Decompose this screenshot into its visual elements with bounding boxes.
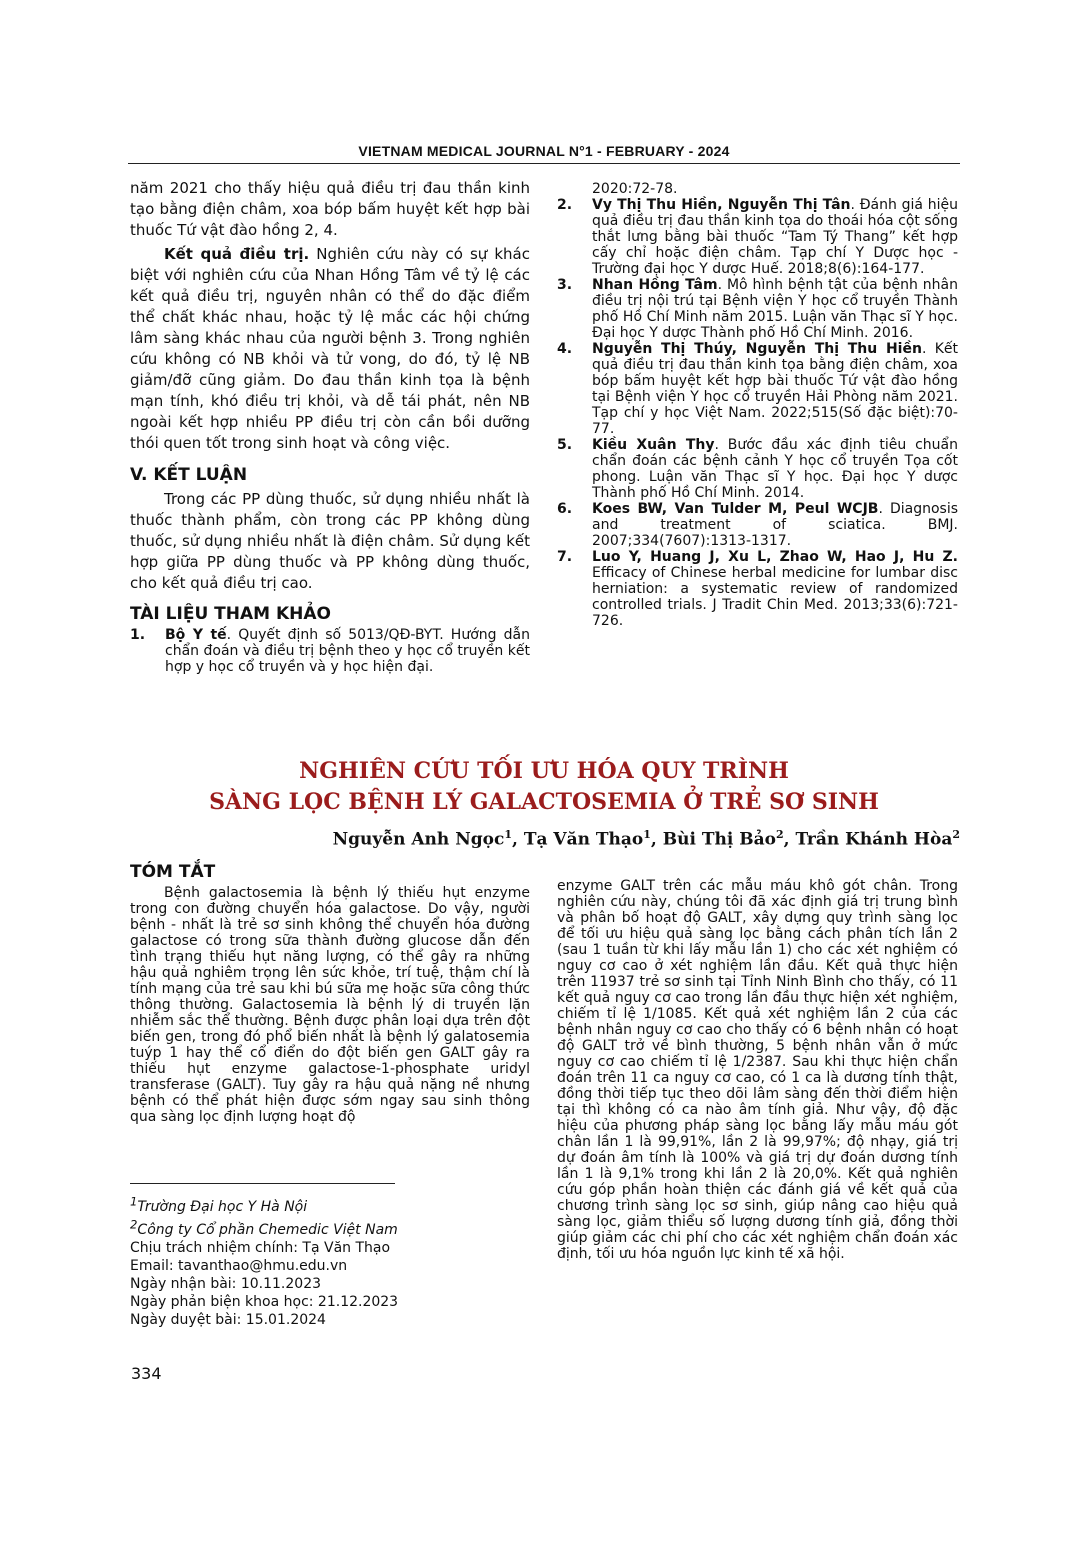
affiliation-1	[130, 1192, 530, 1216]
article-title-line-2: SÀNG LỌC BỆNH LÝ GALACTOSEMIA Ở TRẺ SƠ SINH	[209, 789, 879, 815]
author-name: Nguyễn Anh Ngọc	[332, 829, 505, 850]
author-separator: ,	[511, 829, 524, 850]
reference-text: . Kết quả điều trị đau thần kinh tọa bằng điện châm, xoa bóp bấm huyệt kết hợp bài thuốc Tứ vật đào hồng tại Bệnh viện Y học cổ truyền Hải Phòng năm 2021. Tạp chí y học Việt Nam. 2022;515(Số đặc biệt):70-77.	[592, 341, 959, 437]
author-name: Trần Khánh Hòa	[795, 829, 953, 850]
reference-number: 6.	[557, 501, 573, 517]
reference-item	[557, 549, 958, 629]
reference-continuation: 2020:72-78.	[592, 181, 678, 197]
paragraph-lead: Kết quả điều trị.	[164, 245, 310, 263]
affiliation-2	[130, 1216, 530, 1240]
reference-item	[557, 437, 958, 501]
reference-text: . Mô hình bệnh tật của bệnh nhân điều trị nội trú tại Bệnh viện Y học cổ truyền Thành phố Hồ Chí Minh năm 2015. Luận văn Thạc sĩ Y học. Đại học Y dược Thành phố Hồ Chí Minh. 2016.	[592, 277, 958, 341]
reference-authors: Nhan Hồng Tâm	[592, 277, 718, 293]
reference-text: . Đánh giá hiệu quả điều trị đau thần kinh tọa do thoái hóa cột sống thắt lưng bằng bài thuốc “Tam Tý Thang” kết hợp cấy chỉ hoặc điện châm. Tạp chí Y Dược học - Trường đại học Y dược Huế. 2018;8(6):164-177.	[592, 197, 958, 277]
header-rule	[128, 163, 960, 164]
reference-authors: Koes BW, Van Tulder M, Peul WCJB	[592, 501, 879, 517]
affiliation-2-text: Công ty Cổ phần Chemedic Việt Nam	[137, 1222, 398, 1239]
author-list	[333, 828, 960, 850]
paragraph-results-text: Nghiên cứu này có sự khác biệt với nghiên cứu của Nhan Hồng Tâm về tỷ lệ các kết quả điều trị, nguyên nhân có thể do đặc điểm thể chất khác nhau, hoặc tỷ lệ mắc các hội chứng lâm sàng khác nhau của người bệnh 3. Trong nghiên cứu không có NB khỏi và tử vong, do đó, tỷ lệ NB giảm/đỡ cũng giảm. Do đau thần kinh tọa là bệnh mạn tính, khó điều trị khỏi, và dễ tái phát, nên NB ngoài kết hợp nhiều PP điều trị còn cần bồi dưỡng thói quen tốt trong sinh hoạt và công việc.	[130, 245, 530, 452]
reference-number: 3.	[557, 277, 573, 293]
reference-authors: Kiều Xuân Thy	[592, 437, 715, 453]
reference-text: . Bước đầu xác định tiêu chuẩn chẩn đoán các bệnh cảnh Y học cổ truyền Tọa cốt phong. Luận văn Thạc sĩ Y học. Đại học Y dược Thành phố Hồ Chí Minh. 2014.	[592, 437, 958, 501]
reference-number: 4.	[557, 341, 573, 357]
author-affiliation-sup: 2	[775, 828, 784, 841]
corresponding-author: Chịu trách nhiệm chính: Tạ Văn Thạo	[130, 1240, 391, 1257]
journal-header: VIETNAM MEDICAL JOURNAL N°1 - FEBRUARY - 2024	[358, 143, 730, 159]
reference-item	[130, 627, 530, 675]
author-name: Bùi Thị Bảo	[662, 829, 776, 850]
abstract-text-right: enzyme GALT trên các mẫu máu khô gót chân. Trong nghiên cứu này, chúng tôi đã xác định giá trị trung bình và phân bố hoạt độ GALT, xây dựng quy trình sàng lọc để tối ưu hiệu quả sàng lọc bằng cách phân tích lần 2 (sau 1 tuần từ khi lấy mẫu lần 1) cho các xét nghiệm có nguy cơ cao ở xét nghiệm lần đầu. Kết quả thực hiện trên 11937 trẻ sơ sinh tại Tỉnh Ninh Bình cho thấy, có 11 kết quả nguy cơ cao trong lần đầu thực hiện xét nghiệm, chiếm tỉ lệ 1/1085. Kết quả xét nghiệm lần 2 của các bệnh nhân nguy cơ cao cho thấy có 6 bệnh nhân có hoạt độ GALT trở về bình thường, 5 bệnh nhân vẫn ở mức nguy cơ cao chiếm tỉ lệ 1/2387. Sau khi thực hiện chẩn đoán trên 11 ca nguy cơ cao, có 1 ca là dương tính thật, đồng thời tiếp tục theo dõi lâm sàng đến thời điểm hiện tại thì không có ca nào âm tính giả. Như vậy, độ đặc hiệu của phương pháp sàng lọc bằng lấy mẫu máu gót chân lần 1 là 99,91%, lần 2 là 99,97%; độ nhạy, giá trị dự đoán âm tính là 100% và giá trị dự đoán dương tính lần 1 là 9,1% trong khi lần 2 là 20,0%. Kết quả nghiên cứu góp phần hoàn thiện các đánh giá về kết quả của chương trình sàng lọc sơ sinh, giúp nâng cao hiệu quả sàng lọc, giảm thiểu số lượng dương tính giả, đồng thời giúp giảm các chi phí cho các xét nghiệm chẩn đoán xác định, tối ưu hóa nguồn lực kinh tế xã hội.	[557, 878, 958, 1262]
reference-item	[557, 197, 958, 277]
reference-authors: Nguyễn Thị Thúy, Nguyễn Thị Thu Hiền	[592, 341, 922, 357]
author-separator: ,	[650, 829, 663, 850]
accepted-date: Ngày duyệt bài: 15.01.2024	[130, 1312, 326, 1329]
affiliation-1-sup: 1	[130, 1194, 138, 1208]
top-right-column	[557, 181, 958, 629]
abstract-right-column	[557, 864, 958, 1276]
email: Email: tavanthao@hmu.edu.vn	[130, 1258, 348, 1275]
page-number: 334	[131, 1364, 162, 1383]
reference-item	[557, 501, 958, 549]
abstract-left-column	[130, 862, 530, 1125]
reference-number: 7.	[557, 549, 573, 565]
paragraph-continuation: năm 2021 cho thấy hiệu quả điều trị đau thần kinh tạo bằng điện châm, xoa bóp bấm huyệt kết hợp bài thuốc Tứ vật đào hồng 2, 4.	[130, 179, 530, 239]
reference-text: . Quyết định số 5013/QĐ-BYT. Hướng dẫn chẩn đoán và điều trị bệnh theo y học cổ truyền kết hợp y học cổ truyền và y học hiện đại.	[165, 627, 530, 675]
reference-text: . Diagnosis and treatment of sciatica. BMJ. 2007;334(7607):1313-1317.	[592, 501, 959, 549]
review-date: Ngày phản biện khoa học: 21.12.2023	[130, 1294, 399, 1311]
references-heading: TÀI LIỆU THAM KHẢO	[130, 604, 331, 624]
author-affiliation-sup: 1	[643, 828, 651, 841]
received-date: Ngày nhận bài: 10.11.2023	[130, 1276, 322, 1293]
affiliation-1-text: Trường Đại học Y Hà Nội	[137, 1198, 308, 1215]
reference-number: 2.	[557, 197, 573, 213]
author-affiliation-sup: 2	[952, 828, 960, 841]
affiliation-2-sup: 2	[130, 1217, 138, 1232]
reference-number: 1.	[130, 627, 146, 643]
top-left-column	[130, 178, 530, 675]
abstract-heading: TÓM TẮT	[130, 862, 216, 882]
reference-item	[557, 277, 958, 341]
reference-number: 5.	[557, 437, 573, 453]
reference-authors: Bộ Y tế	[165, 627, 227, 643]
article-title-line-1: NGHIÊN CỨU TỐI ƯU HÓA QUY TRÌNH	[299, 758, 789, 784]
reference-text: Efficacy of Chinese herbal medicine for lumbar disc herniation: a systematic review of randomized controlled trials. J Tradit Chin Med. 2013;33(6):721-726.	[592, 565, 958, 629]
conclusion-text: Trong các PP dùng thuốc, sử dụng nhiều nhất là thuốc thành phẩm, còn trong các PP không dùng thuốc, sử dụng nhiều nhất là điện châm. Sử dụng kết hợp giữa PP dùng thuốc và PP không dùng thuốc, cho kết quả điều trị cao.	[130, 490, 530, 592]
author-separator: ,	[783, 829, 796, 850]
author-affiliation-sup: 1	[504, 828, 512, 841]
reference-authors: Luo Y, Huang J, Xu L, Zhao W, Hao J, Hu Z.	[592, 549, 958, 565]
footnote-rule	[130, 1183, 395, 1184]
conclusion-heading: V. KẾT LUẬN	[130, 465, 248, 485]
reference-item	[557, 341, 958, 437]
paragraph-results	[130, 244, 530, 454]
footnotes	[130, 1192, 530, 1329]
reference-list	[557, 197, 958, 629]
reference-authors: Vy Thị Thu Hiền, Nguyễn Thị Tân	[592, 197, 851, 213]
author-name: Tạ Văn Thạo	[523, 829, 644, 850]
abstract-text-left: Bệnh galactosemia là bệnh lý thiếu hụt enzyme trong con đường chuyển hóa galactose. Do vậy, người bệnh - nhất là trẻ sơ sinh không thể chuyển hóa đường galactose có trong sữa thành đường glucose dẫn đến tình trạng thiếu hụt năng lượng, có thể gây ra những hậu quả nghiêm trọng lên sức khỏe, trí tuệ, thậm chí là tính mạng của trẻ sau khi bú sữa mẹ hoặc sữa công thức thông thường. Galactosemia là bệnh lý di truyền lặn nhiễm sắc thể thường. Bệnh được phân loại dựa trên đột biến gen, trong đó phổ biến nhất là bệnh lý galatosemia tuýp 1 hay thể cổ điển do đột biến gen GALT gây ra thiếu hụt enzyme galactose-1-phosphate uridyl transferase (GALT). Tuy gây ra hậu quả nặng nề nhưng bệnh có thể phát hiện được sớm ngay sau sinh thông qua sàng lọc định lượng hoạt độ	[130, 885, 530, 1125]
